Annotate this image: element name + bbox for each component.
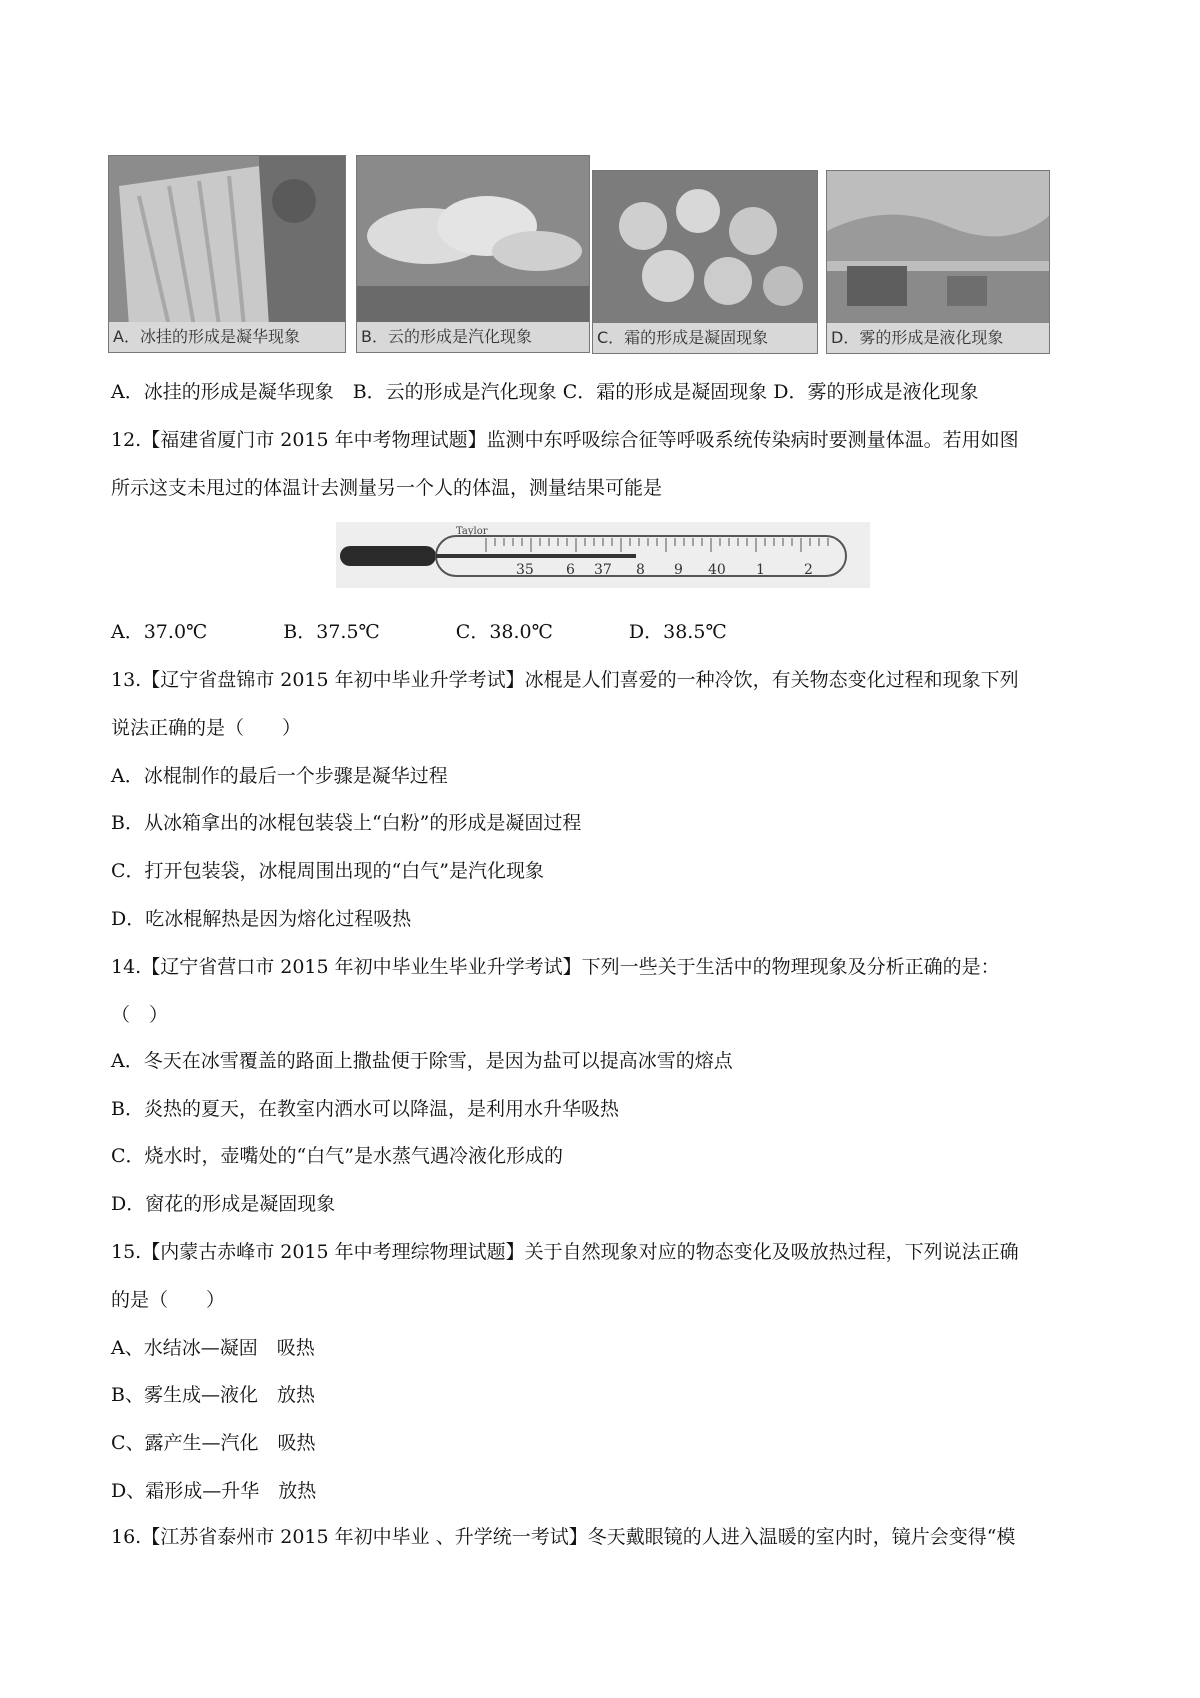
scale-top-text: Taylor: [456, 526, 488, 537]
option-13-a: A．冰棍制作的最后一个步骤是凝华过程: [111, 765, 448, 787]
scale-label: 37: [594, 562, 612, 578]
option-13-c: C．打开包装袋，冰棍周围出现的“白气”是汽化现象: [111, 860, 544, 882]
question-13: 13.【辽宁省盘锦市 2015 年初中毕业升学考试】冰棍是人们喜爱的一种冷饮，有关物态变化过程和现象下列: [111, 669, 1019, 691]
option-15-b: B、雾生成—液化 放热: [111, 1384, 315, 1406]
scale-label: 9: [674, 562, 683, 578]
option-14-d: D．窗花的形成是凝固现象: [111, 1193, 336, 1215]
option-15-d: D、霜形成—升华 放热: [111, 1480, 317, 1502]
photo-caption: C．霜的形成是凝固现象: [593, 323, 817, 353]
photo-ice: [108, 155, 346, 353]
photo-caption: D．雾的形成是液化现象: [827, 323, 1049, 353]
scale-label: 40: [708, 562, 726, 578]
question-15-cont: 的是（ ）: [111, 1289, 226, 1311]
answer-options-q12: A．37.0℃ B．37.5℃ C．38.0℃ D．38.5℃: [111, 621, 727, 643]
option-14-b: B．炎热的夏天，在教室内洒水可以降温，是利用水升华吸热: [111, 1098, 619, 1120]
answer-options-q11: A．冰挂的形成是凝华现象 B．云的形成是汽化现象 C．霜的形成是凝固现象 D．雾的形成是液化现象: [111, 381, 979, 403]
option-13-b: B．从冰箱拿出的冰棍包装袋上“白粉”的形成是凝固过程: [111, 812, 582, 834]
scale-label: 1: [756, 562, 765, 578]
option-14-c: C．烧水时，壶嘴处的“白气”是水蒸气遇冷液化形成的: [111, 1145, 563, 1167]
scale-label: 8: [636, 562, 645, 578]
question-14-cont: （ ）: [111, 1004, 169, 1026]
question-16: 16.【江苏省泰州市 2015 年初中毕业 、升学统一考试】冬天戴眼镜的人进入温暖的室内时，镜片会变得“模: [111, 1526, 1016, 1548]
option-14-a: A．冬天在冰雪覆盖的路面上撒盐便于除雪，是因为盐可以提高冰雪的熔点: [111, 1050, 733, 1072]
option-13-d: D．吃冰棍解热是因为熔化过程吸热: [111, 908, 412, 930]
photo-frost: [592, 170, 818, 354]
question-13-cont: 说法正确的是（ ）: [111, 717, 302, 739]
photo-caption: B．云的形成是汽化现象: [357, 322, 589, 352]
question-12: 12.【福建省厦门市 2015 年中考物理试题】监测中东呼吸综合征等呼吸系统传染病时要测量体温。若用如图: [111, 429, 1019, 451]
scale-label: 35: [516, 562, 534, 578]
thermometer-bulb: [340, 546, 436, 566]
option-15-a: A、水结冰—凝固 吸热: [111, 1337, 315, 1359]
option-15-c: C、露产生—汽化 吸热: [111, 1432, 316, 1454]
photo-caption: A．冰挂的形成是凝华现象: [109, 322, 345, 352]
question-15: 15.【内蒙古赤峰市 2015 年中考理综物理试题】关于自然现象对应的物态变化及吸放热过程，下列说法正确: [111, 1241, 1019, 1263]
photo-cloud: [356, 155, 590, 353]
scale-label: 6: [566, 562, 575, 578]
question-14: 14.【辽宁省营口市 2015 年初中毕业生毕业升学考试】下列一些关于生活中的物理现象及分析正确的是：: [111, 956, 1000, 978]
scale-label: 2: [804, 562, 813, 578]
photo-fog: [826, 170, 1050, 354]
question-12-cont: 所示这支未甩过的体温计去测量另一个人的体温，测量结果可能是: [111, 477, 663, 499]
thermometer-figure: [336, 522, 870, 588]
